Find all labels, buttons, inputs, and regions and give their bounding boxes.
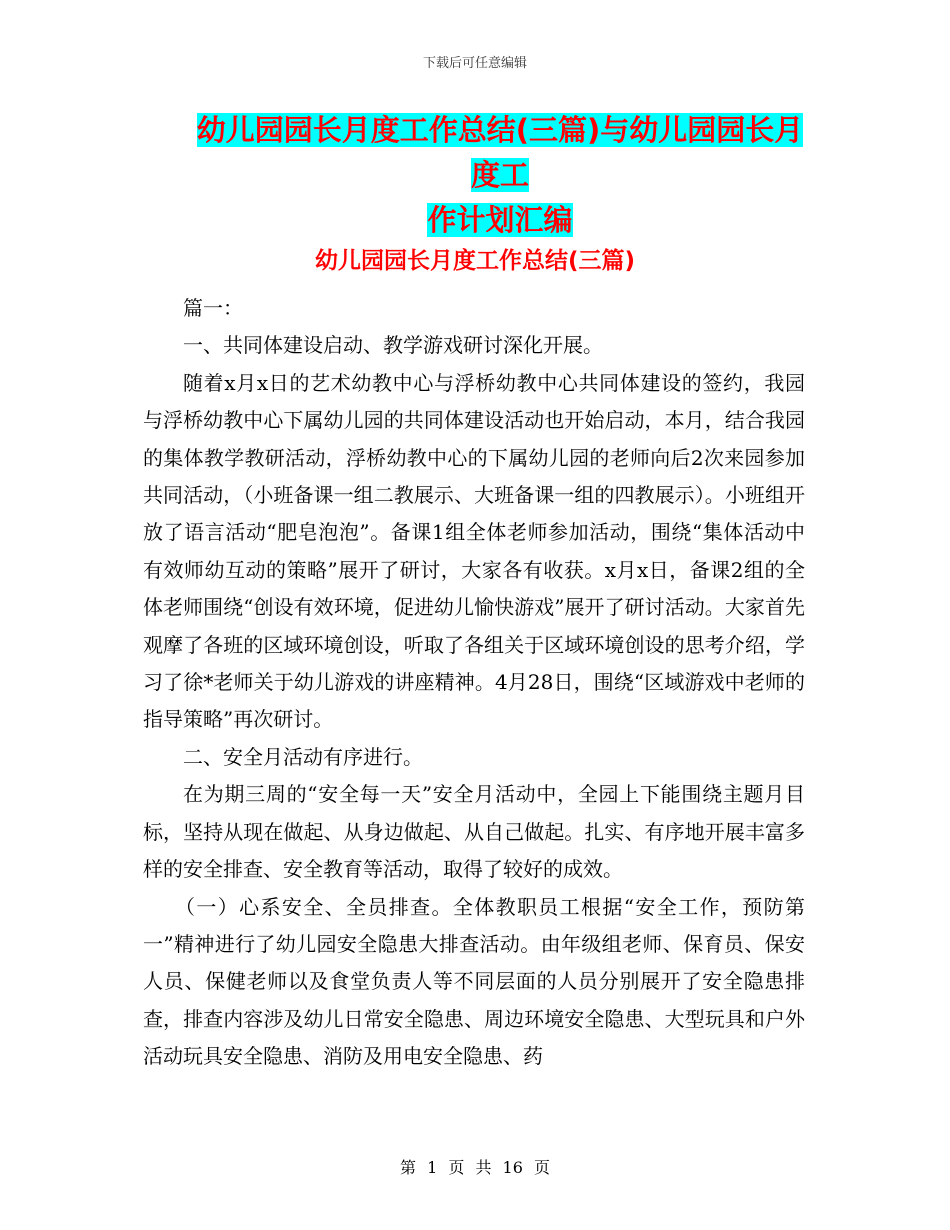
paragraph-body-3: （一）心系安全、全员排查。全体教职员工根据“安全工作，预防第一”精神进行了幼儿园安全隐患大排查活动。由年级组老师、保育员、保安人员、保健老师以及食堂负责人等不同层面的人员分别展开了安全隐患排查，排查内容涉及幼儿日常安全隐患、周边环境安全隐患、大型玩具和户外活动玩具安全隐患、消防及用电安全隐患、药: [143, 894, 805, 1069]
header-note: 下载后可任意编辑: [422, 56, 527, 71]
document-title-line-1: 幼儿园园长月度工作总结(三篇)与幼儿园园长月度工: [196, 113, 804, 192]
paragraph-heading-2: 二、安全月活动有序进行。: [183, 744, 423, 769]
paragraph-heading-1: 一、共同体建设启动、教学游戏研讨深化开展。: [183, 333, 603, 358]
paragraph-part-label: 篇一：: [183, 296, 243, 320]
document-body: [143, 290, 805, 1076]
paragraph-body-1: 随着x月x日的艺术幼教中心与浮桥幼教中心共同体建设的签约，我园与浮桥幼教中心下属幼儿园的共同体建设活动也开始启动，本月，结合我园的集体教学教研活动，浮桥幼教中心的下属幼儿园的老师向后2次来园参加共同活动，（小班备课一组二教展示、大班备课一组的四教展示）。小班组开放了语言活动“肥皂泡泡”。备课1组全体老师参加活动，围绕“集体活动中有效师幼互动的策略”展开了研讨，大家各有收获。x月x日，备课2组的全体老师围绕“创设有效环境，促进幼儿愉快游戏”展开了研讨活动。大家首先观摩了各班的区域环境创设，听取了各组关于区域环境创设的思考介绍，学习了徐*老师关于幼儿游戏的讲座精神。4月28日，围绕“区域游戏中老师的指导策略”再次研讨。: [143, 370, 805, 732]
document-title-line-2: 作计划汇编: [427, 203, 573, 237]
document-title: [188, 108, 812, 243]
paragraph-body-2: 在为期三周的“安全每一天”安全月活动中，全园上下能围绕主题月目标，坚持从现在做起、从身边做起、从自己做起。扎实、有序地开展丰富多样的安全排查、安全教育等活动，取得了较好的成效。: [143, 782, 805, 882]
section-title: 幼儿园园长月度工作总结(三篇): [314, 248, 636, 274]
page-number-footer: 第 1 页 共 16 页: [400, 1158, 550, 1177]
